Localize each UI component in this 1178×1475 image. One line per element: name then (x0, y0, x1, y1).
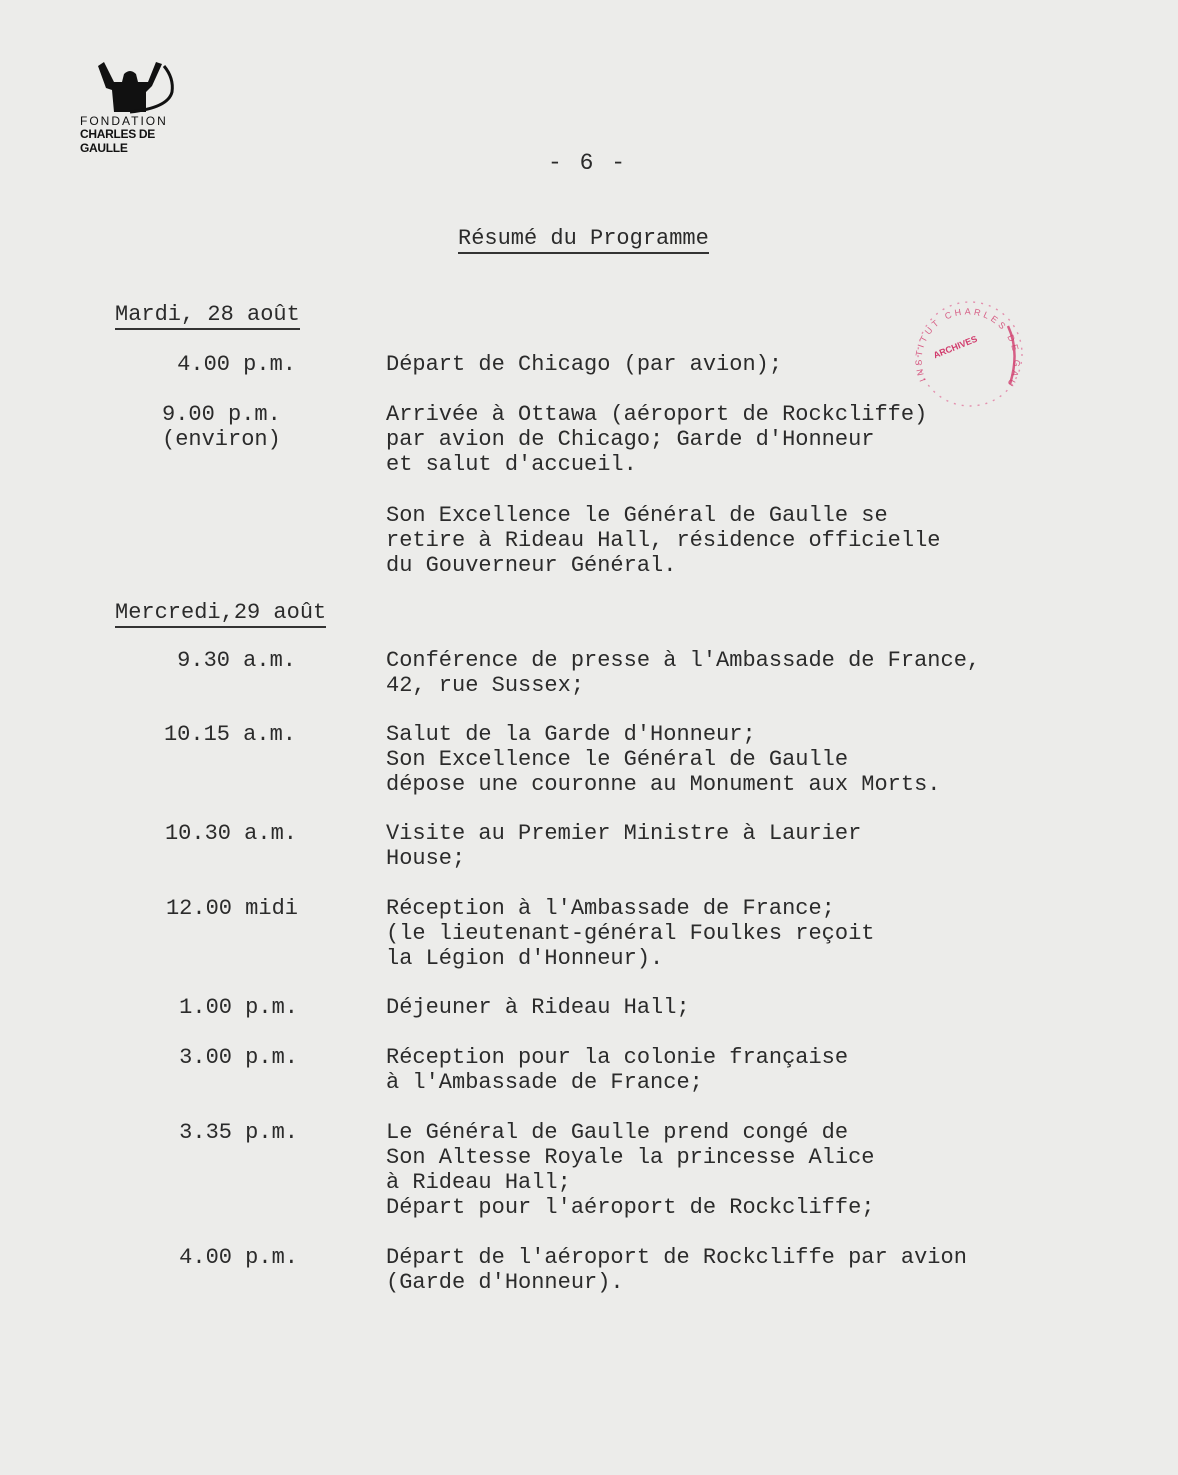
document-title: Résumé du Programme (458, 226, 709, 254)
day-heading-wednesday: Mercredi,29 août (115, 600, 326, 628)
entry-description: Le Général de Gaulle prend congé de Son Altesse Royale la princesse Alice à Rideau Hall; Départ pour l'aéroport de Rockcliffe; (386, 1120, 875, 1220)
entry-time: 10.15 a.m. (163, 722, 296, 747)
logo-line1: FONDATION (80, 114, 168, 128)
entry-time: 3.00 p.m. (179, 1045, 298, 1070)
entry-description: Salut de la Garde d'Honneur; Son Excellence le Général de Gaulle dépose une couronne au Monument aux Morts. (386, 722, 941, 797)
entry-description: Réception pour la colonie française à l'Ambassade de France; (386, 1045, 849, 1095)
entry-description: Départ de Chicago (par avion); (386, 352, 783, 377)
logo-line2: CHARLES DE GAULLE (80, 127, 156, 155)
entry-description: Visite au Premier Ministre à Laurier House; (386, 821, 862, 871)
de-gaulle-silhouette-icon (90, 52, 180, 122)
entry-description: Déjeuner à Rideau Hall; (386, 995, 690, 1020)
entry-description: Départ de l'aéroport de Rockcliffe par avion (Garde d'Honneur). (386, 1245, 967, 1295)
day-heading-tuesday: Mardi, 28 août (115, 302, 300, 330)
entry-time: 1.00 p.m. (179, 995, 298, 1020)
entry-time: 3.35 p.m. (179, 1120, 298, 1145)
entry-time: 4.00 p.m. (177, 352, 296, 377)
page-number: - 6 - (548, 150, 628, 176)
stamp-ring-text: INSTITUT CHARLES DE GAU (913, 306, 1022, 391)
entry-time: 4.00 p.m. (179, 1245, 298, 1270)
entry-time: 12.00 midi (165, 896, 298, 921)
entry-time: 10.30 a.m. (164, 821, 297, 846)
foundation-logo (72, 52, 187, 155)
stamp-label: ARCHIVES (931, 333, 979, 361)
entry-time: 9.00 p.m. (environ) (162, 402, 281, 452)
entry-time: 9.30 a.m. (177, 648, 296, 673)
entry-description: Son Excellence le Général de Gaulle se retire à Rideau Hall, résidence officielle du Gouverneur Général. (386, 503, 941, 578)
entry-description: Réception à l'Ambassade de France; (le lieutenant-général Foulkes reçoit la Légion d'Honneur). (386, 896, 875, 971)
entry-description: Arrivée à Ottawa (aéroport de Rockcliffe) par avion de Chicago; Garde d'Honneur et salut d'accueil. (386, 402, 928, 477)
entry-description: Conférence de presse à l'Ambassade de France, 42, rue Sussex; (386, 648, 981, 698)
